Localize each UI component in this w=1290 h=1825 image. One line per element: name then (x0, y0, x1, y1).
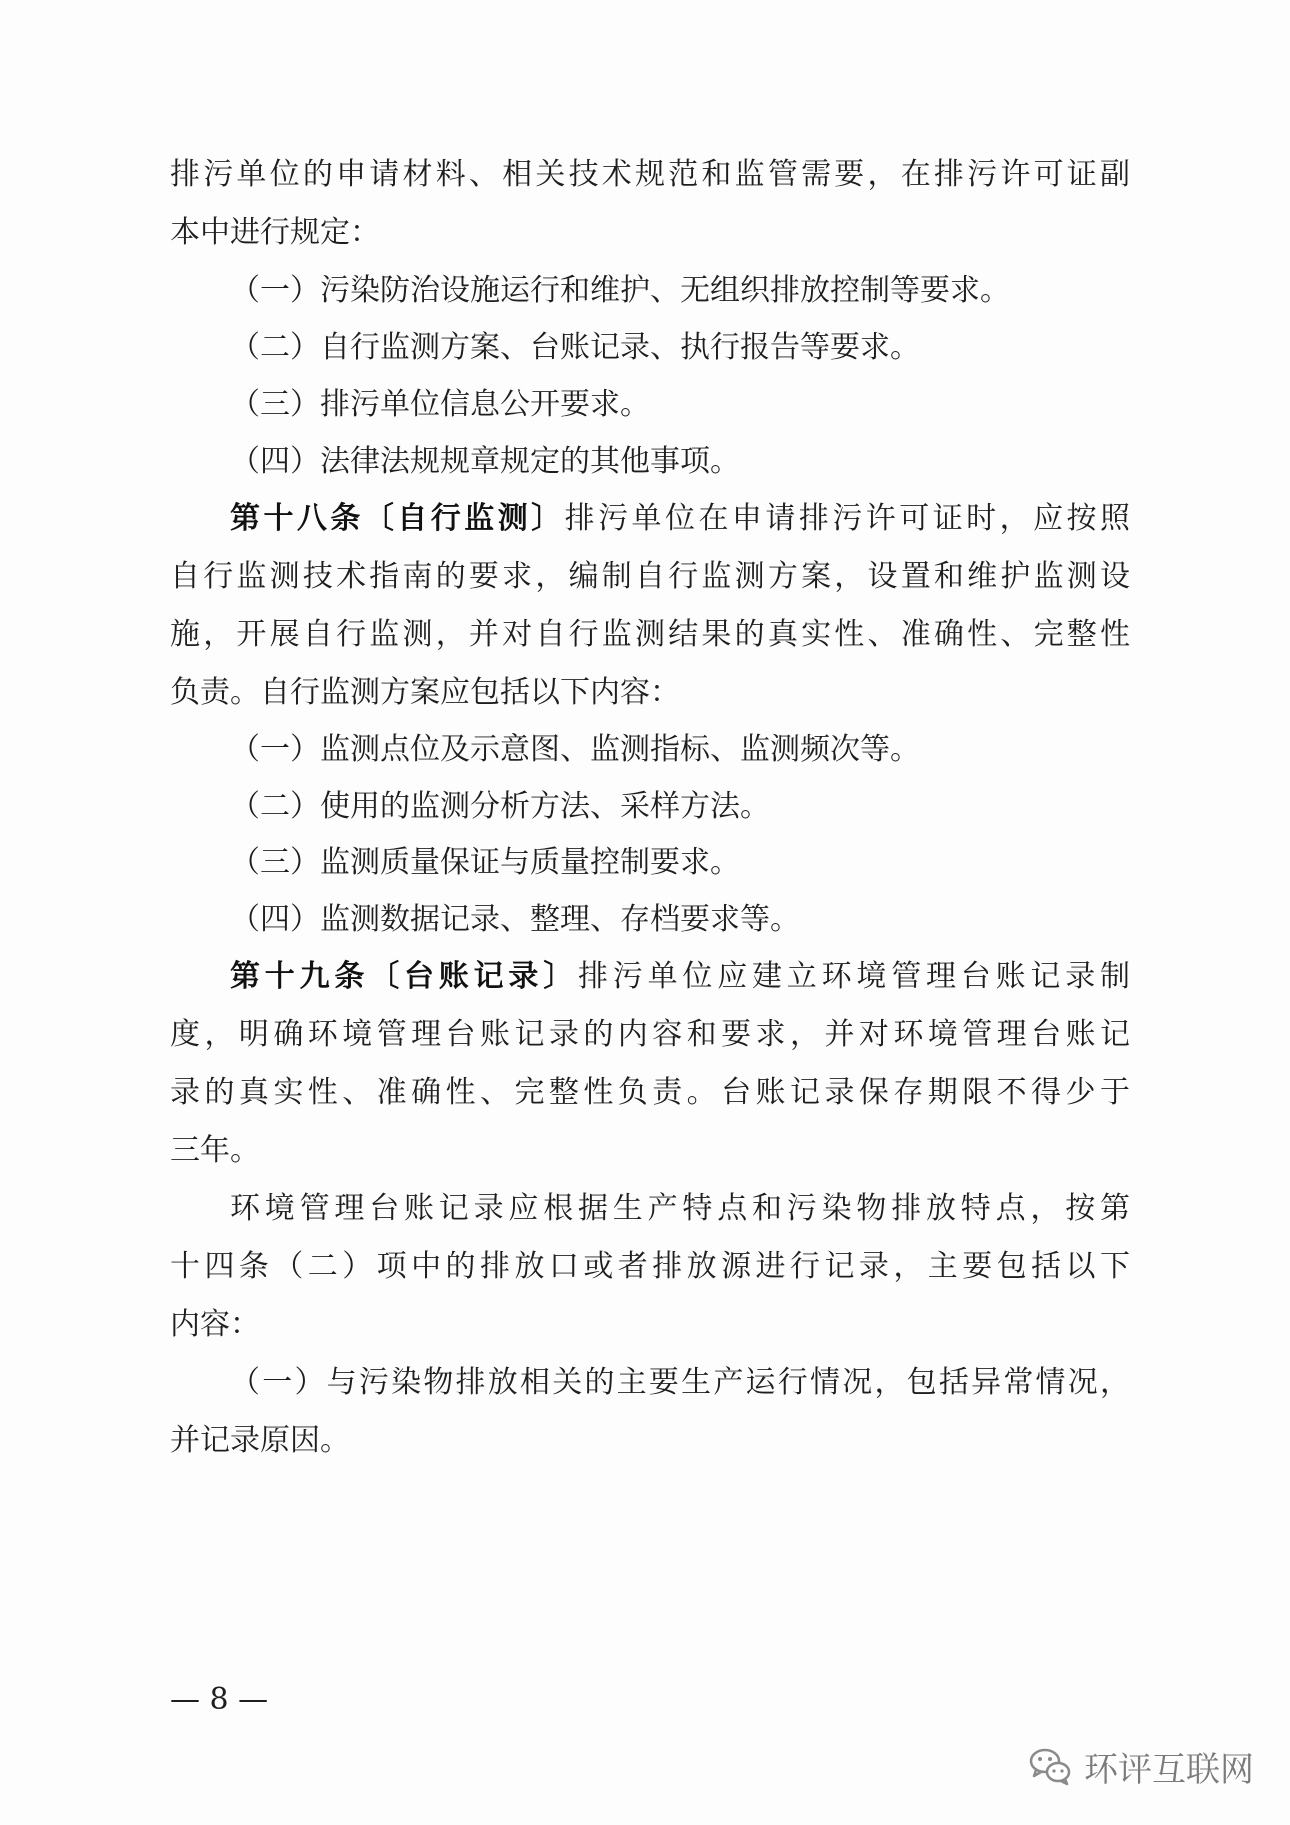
paragraph-line: 录的真实性、准确性、完整性负责。台账记录保存期限不得少于 (170, 1075, 1130, 1110)
paragraph-line: 排污单位的申请材料、相关技术规范和监管需要，在排污许可证副 (170, 157, 1130, 192)
article-19-text: 排污单位应建立环境管理台账记录制 (578, 959, 1130, 994)
paragraph-line: 本中进行规定： (170, 215, 380, 250)
paragraph-line: 度，明确环境管理台账记录的内容和要求，并对环境管理台账记 (170, 1017, 1130, 1052)
list-item: （二）使用的监测分析方法、采样方法。 (230, 789, 770, 824)
article-18-heading: 第十八条〔自行监测〕 (230, 501, 565, 536)
paragraph-line: 内容： (170, 1307, 260, 1342)
paragraph-line: 施，开展自行监测，并对自行监测结果的真实性、准确性、完整性 (170, 617, 1130, 652)
paragraph-line: 并记录原因。 (170, 1423, 350, 1458)
list-item: （四）监测数据记录、整理、存档要求等。 (230, 902, 800, 937)
article-19-heading: 第十九条〔台账记录〕 (230, 959, 578, 994)
paragraph-line: 环境管理台账记录应根据生产特点和污染物排放特点，按第 (230, 1191, 1130, 1226)
list-item: （三）排污单位信息公开要求。 (230, 387, 650, 422)
list-item: （一）与污染物排放相关的主要生产运行情况，包括异常情况， (230, 1365, 1130, 1400)
paragraph-line: 十四条（二）项中的排放口或者排放源进行记录，主要包括以下 (170, 1249, 1130, 1284)
wechat-logo-icon (1026, 1742, 1074, 1790)
list-item: （一）监测点位及示意图、监测指标、监测频次等。 (230, 732, 920, 767)
paragraph-line: 负责。自行监测方案应包括以下内容： (170, 675, 680, 710)
list-item: （二）自行监测方案、台账记录、执行报告等要求。 (230, 330, 920, 365)
watermark (1026, 1742, 1254, 1790)
list-item: （四）法律法规规章规定的其他事项。 (230, 444, 740, 479)
article-18-text: 排污单位在申请排污许可证时，应按照 (564, 501, 1131, 536)
article-18-first-line (230, 499, 1130, 539)
paragraph-line: 自行监测技术指南的要求，编制自行监测方案，设置和维护监测设 (170, 559, 1130, 594)
watermark-text: 环评互联网 (1084, 1749, 1254, 1790)
list-item: （三）监测质量保证与质量控制要求。 (230, 845, 740, 880)
article-19-first-line (230, 957, 1130, 997)
list-item: （一）污染防治设施运行和维护、无组织排放控制等要求。 (230, 273, 1010, 308)
paragraph-line: 三年。 (170, 1133, 260, 1168)
page-number: — 8 — (170, 1682, 269, 1717)
